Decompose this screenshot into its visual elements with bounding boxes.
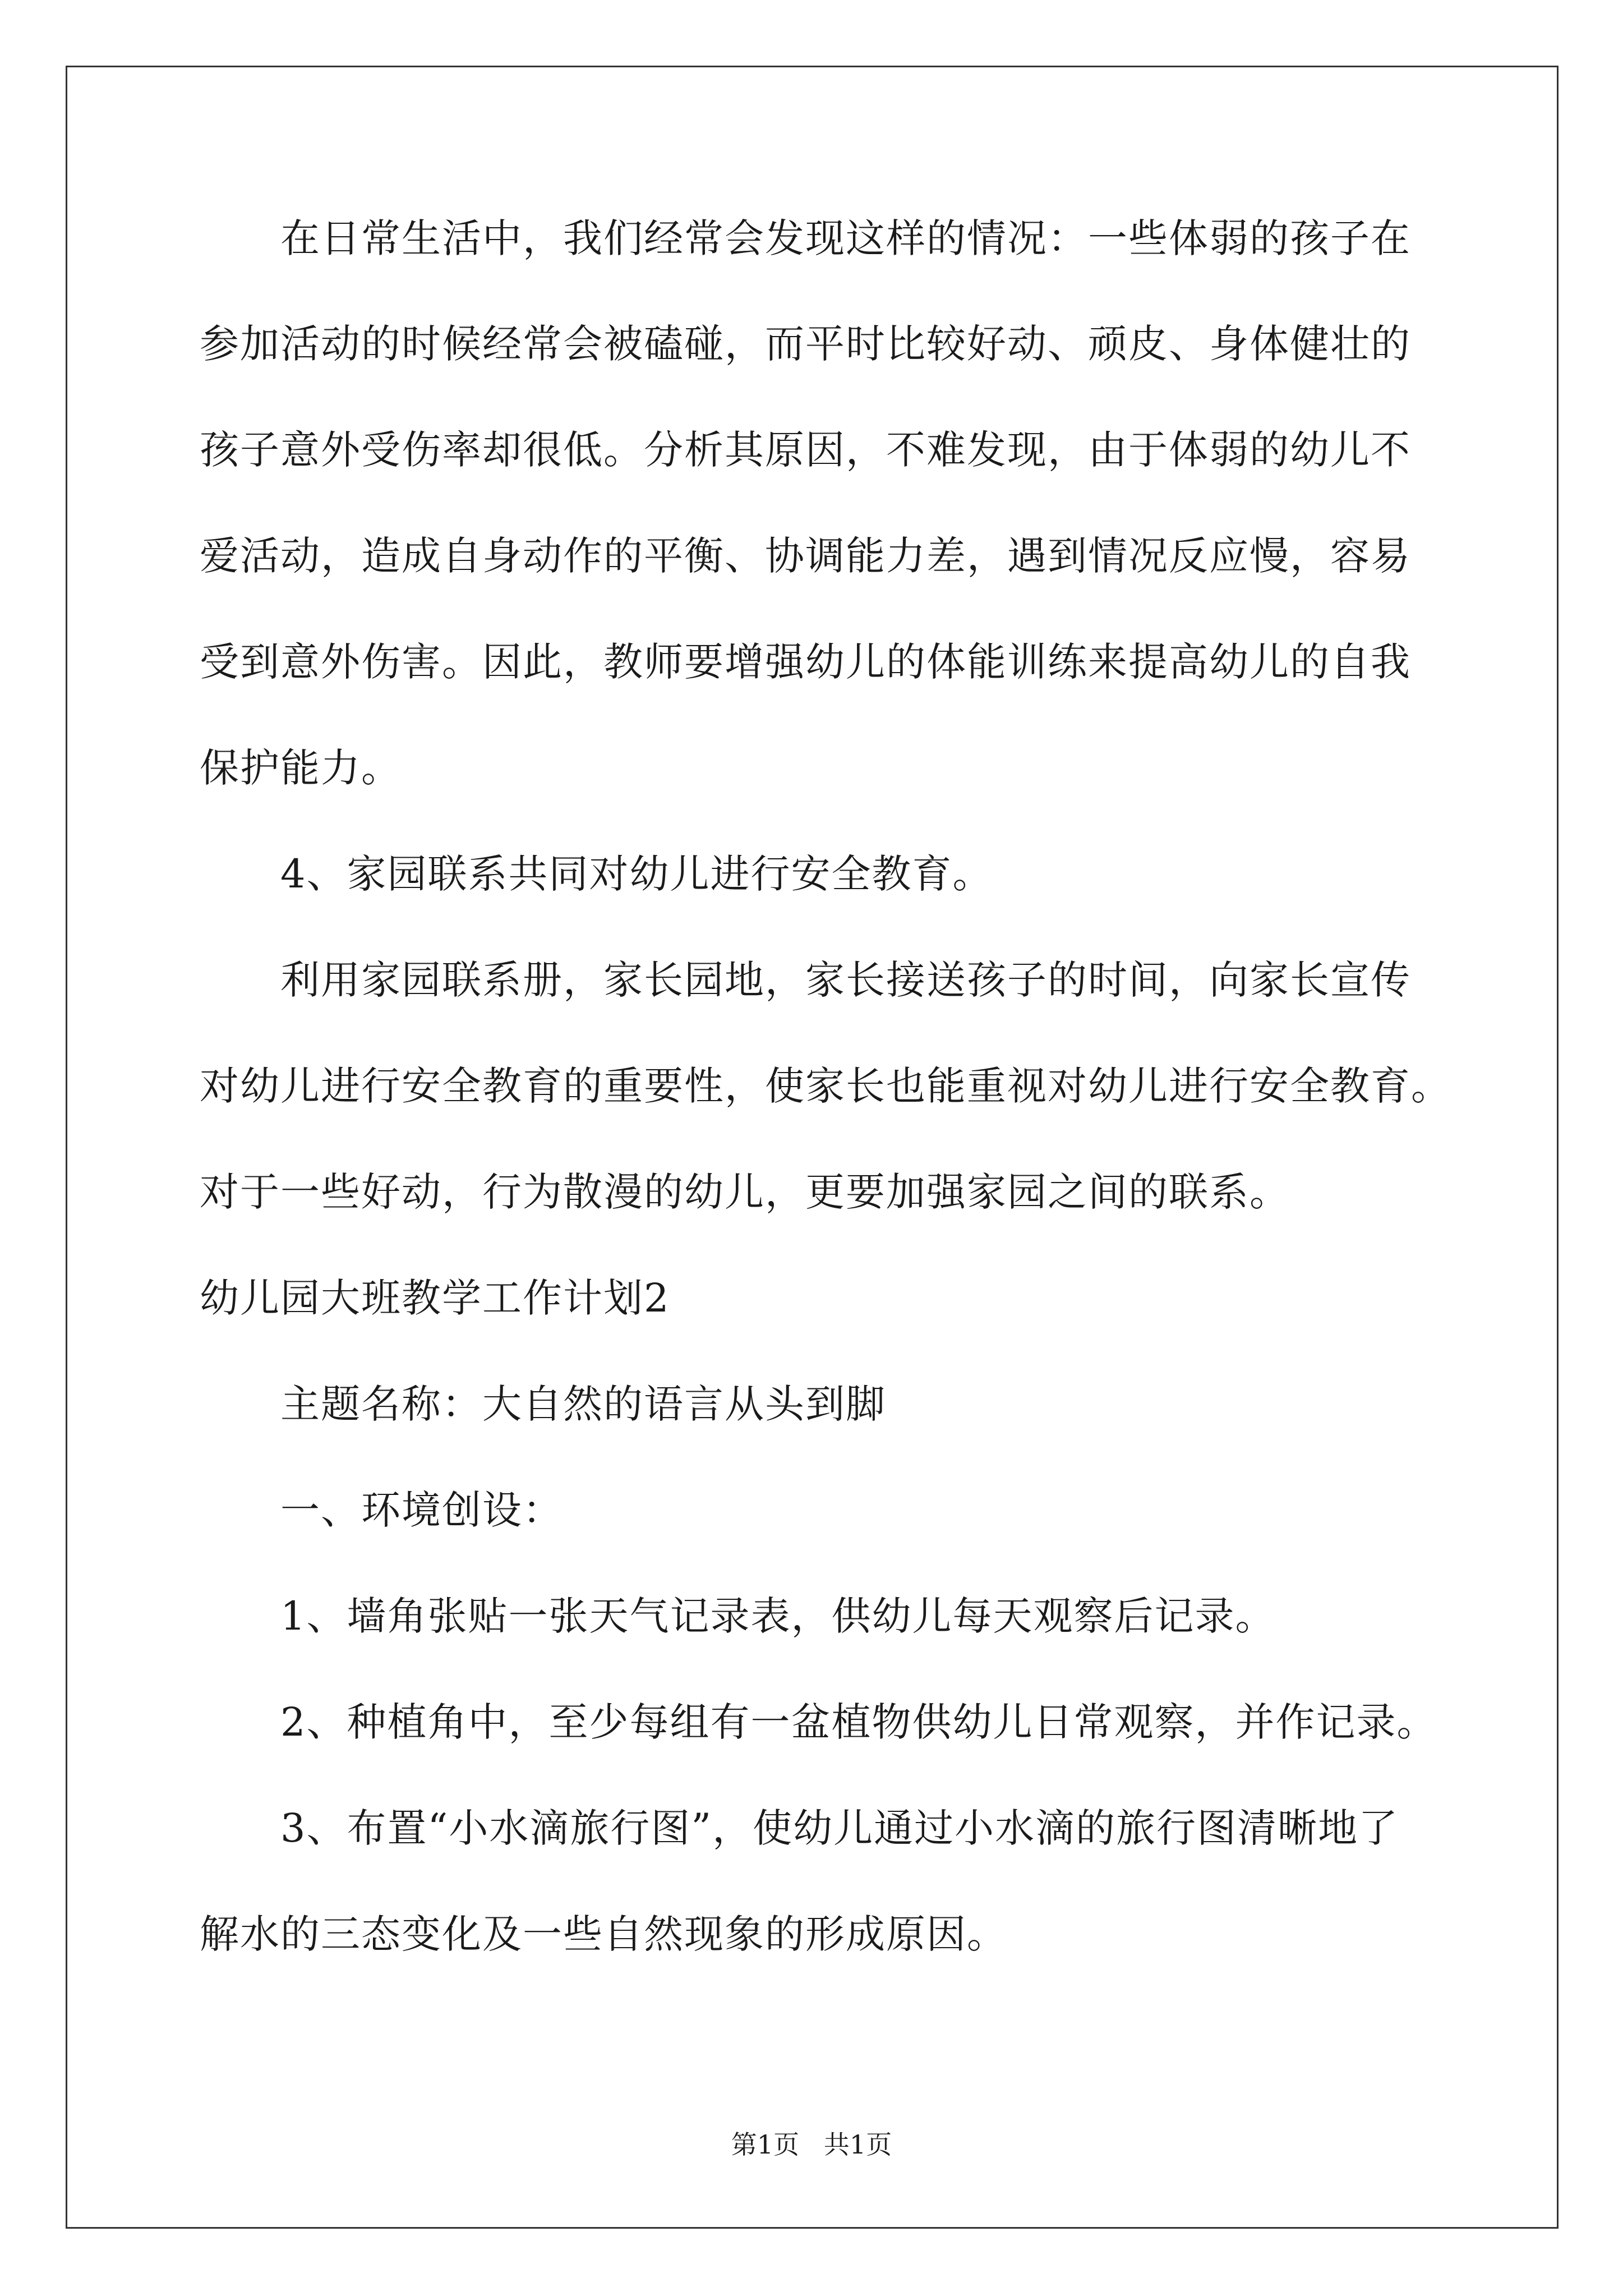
- paragraph-line: 对于一些好动，行为散漫的幼儿，更要加强家园之间的联系。: [200, 1169, 1290, 1215]
- page-footer: 第1页 共1页: [731, 2129, 892, 2160]
- theme-name: 主题名称：大自然的语言从头到脚: [280, 1381, 886, 1427]
- paragraph-line: 利用家园联系册，家长园地，家长接送孩子的时间，向家长宣传: [280, 957, 1411, 1003]
- page-border: [66, 66, 1559, 2229]
- paragraph-line: 解水的三态变化及一些自然现象的形成原因。: [200, 1911, 1007, 1957]
- list-item: 2、种植角中，至少每组有一盆植物供幼儿日常观察，并作记录。: [280, 1699, 1437, 1745]
- paragraph-line: 孩子意外受伤率却很低。分析其原因，不难发现，由于体弱的幼儿不: [200, 427, 1411, 473]
- paragraph-line: 参加活动的时候经常会被磕碰，而平时比较好动、顽皮、身体健壮的: [200, 321, 1411, 367]
- paragraph-line: 受到意外伤害。因此，教师要增强幼儿的体能训练来提高幼儿的自我: [200, 639, 1411, 685]
- list-item: 3、布置“小水滴旅行图”，使幼儿通过小水滴的旅行图清晰地了: [280, 1805, 1399, 1851]
- list-item: 4、家园联系共同对幼儿进行安全教育。: [280, 851, 993, 897]
- paragraph-line: 保护能力。: [200, 745, 402, 791]
- paragraph-line: 爱活动，造成自身动作的平衡、协调能力差，遇到情况反应慢，容易: [200, 533, 1411, 579]
- paragraph-line: 在日常生活中，我们经常会发现这样的情况：一些体弱的孩子在: [280, 215, 1411, 261]
- section-heading: 幼儿园大班教学工作计划2: [200, 1275, 670, 1321]
- list-item: 1、墙角张贴一张天气记录表，供幼儿每天观察后记录。: [280, 1593, 1276, 1639]
- subheading: 一、环境创设：: [280, 1487, 563, 1533]
- paragraph-line: 对幼儿进行安全教育的重要性，使家长也能重视对幼儿进行安全教育。: [200, 1063, 1451, 1109]
